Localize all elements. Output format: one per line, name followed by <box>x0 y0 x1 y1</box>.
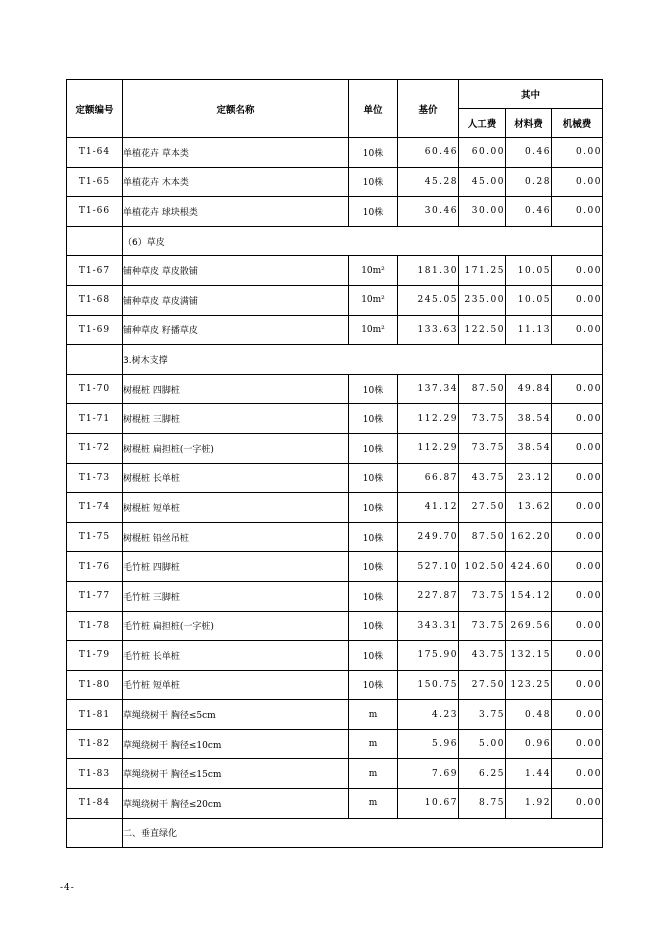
section-row <box>67 818 603 848</box>
table-row <box>67 285 603 315</box>
item-machinery-cost: 0.00 <box>552 729 603 759</box>
table-row <box>67 789 603 819</box>
item-labor-cost: 235.00 <box>459 285 506 315</box>
item-unit: 10株 <box>349 552 398 582</box>
item-machinery-cost: 0.00 <box>552 670 603 700</box>
table-row <box>67 641 603 671</box>
item-material-cost: 162.20 <box>506 522 552 552</box>
table-row <box>67 522 603 552</box>
item-unit: 10株 <box>349 581 398 611</box>
item-name: 树棍桩 铅丝吊桩 <box>123 522 349 552</box>
item-labor-cost: 5.00 <box>459 729 506 759</box>
item-unit: 10株 <box>349 493 398 523</box>
item-code: T1-73 <box>67 463 123 493</box>
table-row <box>67 493 603 523</box>
item-base-price: 527.10 <box>398 552 459 582</box>
item-base-price: 5.96 <box>398 729 459 759</box>
item-material-cost: 49.84 <box>506 374 552 404</box>
item-code: T1-68 <box>67 285 123 315</box>
item-machinery-cost: 0.00 <box>552 641 603 671</box>
item-base-price: 175.90 <box>398 641 459 671</box>
item-machinery-cost: 0.00 <box>552 374 603 404</box>
item-code: T1-82 <box>67 729 123 759</box>
item-labor-cost: 87.50 <box>459 522 506 552</box>
item-code: T1-78 <box>67 611 123 641</box>
table-row <box>67 433 603 463</box>
section-code-cell <box>67 345 123 375</box>
section-title: （6）草皮 <box>123 226 603 256</box>
item-labor-cost: 30.00 <box>459 197 506 227</box>
item-material-cost: 0.96 <box>506 729 552 759</box>
item-code: T1-77 <box>67 581 123 611</box>
header-name: 定额名称 <box>123 80 349 138</box>
item-code: T1-83 <box>67 759 123 789</box>
item-material-cost: 269.56 <box>506 611 552 641</box>
header-of-which: 其中 <box>459 80 603 109</box>
item-code: T1-64 <box>67 138 123 168</box>
item-base-price: 60.46 <box>398 138 459 168</box>
item-machinery-cost: 0.00 <box>552 315 603 345</box>
item-code: T1-65 <box>67 167 123 197</box>
header-labor: 人工费 <box>459 109 506 138</box>
item-labor-cost: 6.25 <box>459 759 506 789</box>
header-unit: 单位 <box>349 80 398 138</box>
table-row <box>67 374 603 404</box>
item-code: T1-81 <box>67 700 123 730</box>
item-name: 草绳绕树干 胸径≤20cm <box>123 789 349 819</box>
item-material-cost: 0.46 <box>506 138 552 168</box>
item-labor-cost: 73.75 <box>459 611 506 641</box>
item-material-cost: 154.12 <box>506 581 552 611</box>
section-row <box>67 345 603 375</box>
item-base-price: 45.28 <box>398 167 459 197</box>
item-name: 单植花卉 球块根类 <box>123 197 349 227</box>
item-labor-cost: 60.00 <box>459 138 506 168</box>
table-row <box>67 611 603 641</box>
item-base-price: 150.75 <box>398 670 459 700</box>
item-labor-cost: 122.50 <box>459 315 506 345</box>
item-unit: 10株 <box>349 641 398 671</box>
item-machinery-cost: 0.00 <box>552 522 603 552</box>
item-material-cost: 0.48 <box>506 700 552 730</box>
item-code: T1-72 <box>67 433 123 463</box>
item-unit: 10株 <box>349 433 398 463</box>
item-unit: 10株 <box>349 197 398 227</box>
item-unit: 10株 <box>349 522 398 552</box>
item-material-cost: 132.15 <box>506 641 552 671</box>
item-name: 毛竹桩 四脚桩 <box>123 552 349 582</box>
section-title: 二、垂直绿化 <box>123 818 603 848</box>
item-unit: 10株 <box>349 138 398 168</box>
table-row <box>67 315 603 345</box>
item-name: 单植花卉 木本类 <box>123 167 349 197</box>
item-code: T1-75 <box>67 522 123 552</box>
section-title: 3.树木支撑 <box>123 345 603 375</box>
item-labor-cost: 27.50 <box>459 670 506 700</box>
item-machinery-cost: 0.00 <box>552 197 603 227</box>
page-number: -4- <box>60 883 75 893</box>
section-row <box>67 226 603 256</box>
item-unit: 10株 <box>349 374 398 404</box>
table-row <box>67 729 603 759</box>
item-name: 树棍桩 长单桩 <box>123 463 349 493</box>
table-row <box>67 552 603 582</box>
item-base-price: 245.05 <box>398 285 459 315</box>
table-body <box>67 138 603 848</box>
item-unit: 10株 <box>349 463 398 493</box>
item-material-cost: 1.44 <box>506 759 552 789</box>
item-code: T1-79 <box>67 641 123 671</box>
header-code: 定额编号 <box>67 80 123 138</box>
item-unit: 10株 <box>349 404 398 434</box>
item-labor-cost: 45.00 <box>459 167 506 197</box>
item-machinery-cost: 0.00 <box>552 611 603 641</box>
item-name: 树棍桩 四脚桩 <box>123 374 349 404</box>
item-name: 毛竹桩 三脚桩 <box>123 581 349 611</box>
item-base-price: 227.87 <box>398 581 459 611</box>
quota-table <box>66 79 603 848</box>
item-material-cost: 10.05 <box>506 256 552 286</box>
section-code-cell <box>67 818 123 848</box>
item-machinery-cost: 0.00 <box>552 493 603 523</box>
table-row <box>67 759 603 789</box>
item-material-cost: 1.92 <box>506 789 552 819</box>
item-material-cost: 123.25 <box>506 670 552 700</box>
item-material-cost: 38.54 <box>506 433 552 463</box>
item-base-price: 112.29 <box>398 433 459 463</box>
item-base-price: 112.29 <box>398 404 459 434</box>
item-unit: 10株 <box>349 167 398 197</box>
item-material-cost: 38.54 <box>506 404 552 434</box>
item-machinery-cost: 0.00 <box>552 581 603 611</box>
item-code: T1-74 <box>67 493 123 523</box>
header-base-price: 基价 <box>398 80 459 138</box>
table-row <box>67 700 603 730</box>
table-row <box>67 463 603 493</box>
item-machinery-cost: 0.00 <box>552 167 603 197</box>
item-material-cost: 11.13 <box>506 315 552 345</box>
item-machinery-cost: 0.00 <box>552 700 603 730</box>
item-material-cost: 23.12 <box>506 463 552 493</box>
table-row <box>67 197 603 227</box>
table-row <box>67 167 603 197</box>
item-labor-cost: 73.75 <box>459 433 506 463</box>
item-unit: 10m² <box>349 315 398 345</box>
table-row <box>67 581 603 611</box>
item-machinery-cost: 0.00 <box>552 463 603 493</box>
item-base-price: 66.87 <box>398 463 459 493</box>
item-machinery-cost: 0.00 <box>552 759 603 789</box>
item-machinery-cost: 0.00 <box>552 138 603 168</box>
section-code-cell <box>67 226 123 256</box>
item-base-price: 133.63 <box>398 315 459 345</box>
item-labor-cost: 73.75 <box>459 404 506 434</box>
item-labor-cost: 73.75 <box>459 581 506 611</box>
item-material-cost: 13.62 <box>506 493 552 523</box>
item-name: 树棍桩 三脚桩 <box>123 404 349 434</box>
item-name: 铺种草皮 草皮散铺 <box>123 256 349 286</box>
item-name: 单植花卉 草本类 <box>123 138 349 168</box>
item-unit: m <box>349 700 398 730</box>
table-row <box>67 138 603 168</box>
item-unit: m <box>349 759 398 789</box>
item-code: T1-66 <box>67 197 123 227</box>
item-base-price: 4.23 <box>398 700 459 730</box>
item-base-price: 41.12 <box>398 493 459 523</box>
item-name: 草绳绕树干 胸径≤10cm <box>123 729 349 759</box>
item-machinery-cost: 0.00 <box>552 285 603 315</box>
item-name: 树棍桩 扁担桩(一字桩) <box>123 433 349 463</box>
item-unit: m <box>349 789 398 819</box>
item-name: 草绳绕树干 胸径≤5cm <box>123 700 349 730</box>
item-machinery-cost: 0.00 <box>552 552 603 582</box>
item-base-price: 10.67 <box>398 789 459 819</box>
item-name: 树棍桩 短单桩 <box>123 493 349 523</box>
item-name: 毛竹桩 短单桩 <box>123 670 349 700</box>
item-code: T1-69 <box>67 315 123 345</box>
item-labor-cost: 102.50 <box>459 552 506 582</box>
item-labor-cost: 3.75 <box>459 700 506 730</box>
item-base-price: 181.30 <box>398 256 459 286</box>
header-machinery: 机械费 <box>552 109 603 138</box>
item-code: T1-80 <box>67 670 123 700</box>
item-base-price: 343.31 <box>398 611 459 641</box>
item-code: T1-71 <box>67 404 123 434</box>
item-unit: 10株 <box>349 670 398 700</box>
item-labor-cost: 8.75 <box>459 789 506 819</box>
table-row <box>67 670 603 700</box>
header-material: 材料费 <box>506 109 552 138</box>
item-material-cost: 0.46 <box>506 197 552 227</box>
item-unit: m <box>349 729 398 759</box>
item-name: 铺种草皮 草皮满铺 <box>123 285 349 315</box>
item-material-cost: 0.28 <box>506 167 552 197</box>
item-material-cost: 10.05 <box>506 285 552 315</box>
item-name: 毛竹桩 扁担桩(一字桩) <box>123 611 349 641</box>
table-row <box>67 256 603 286</box>
item-name: 毛竹桩 长单桩 <box>123 641 349 671</box>
item-machinery-cost: 0.00 <box>552 789 603 819</box>
item-base-price: 249.70 <box>398 522 459 552</box>
item-machinery-cost: 0.00 <box>552 256 603 286</box>
table-row <box>67 404 603 434</box>
item-labor-cost: 27.50 <box>459 493 506 523</box>
item-machinery-cost: 0.00 <box>552 433 603 463</box>
item-base-price: 137.34 <box>398 374 459 404</box>
item-code: T1-67 <box>67 256 123 286</box>
item-unit: 10m² <box>349 285 398 315</box>
item-base-price: 30.46 <box>398 197 459 227</box>
item-name: 草绳绕树干 胸径≤15cm <box>123 759 349 789</box>
item-name: 铺种草皮 籽播草皮 <box>123 315 349 345</box>
item-labor-cost: 43.75 <box>459 641 506 671</box>
item-labor-cost: 171.25 <box>459 256 506 286</box>
item-code: T1-84 <box>67 789 123 819</box>
item-code: T1-76 <box>67 552 123 582</box>
item-unit: 10m² <box>349 256 398 286</box>
item-machinery-cost: 0.00 <box>552 404 603 434</box>
table-header <box>67 80 603 138</box>
item-code: T1-70 <box>67 374 123 404</box>
item-base-price: 7.69 <box>398 759 459 789</box>
item-unit: 10株 <box>349 611 398 641</box>
item-material-cost: 424.60 <box>506 552 552 582</box>
item-labor-cost: 87.50 <box>459 374 506 404</box>
item-labor-cost: 43.75 <box>459 463 506 493</box>
